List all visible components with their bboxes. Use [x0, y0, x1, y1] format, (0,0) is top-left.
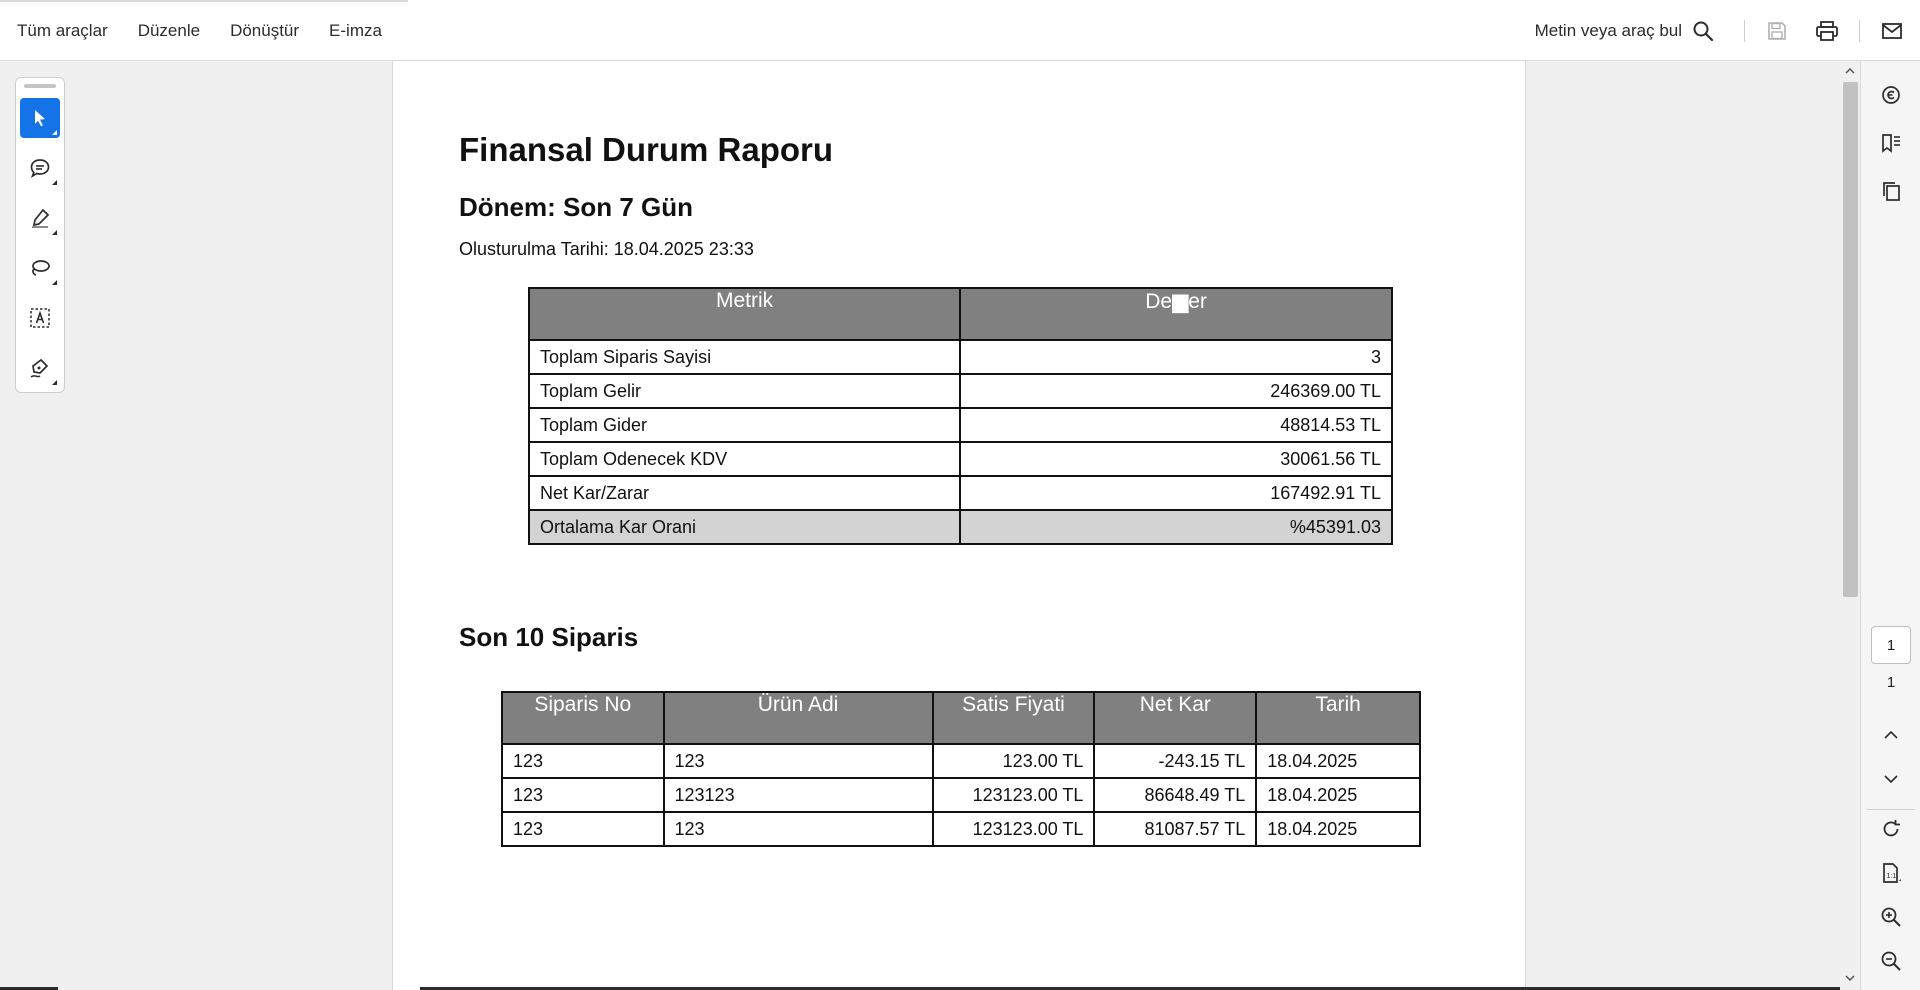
- zoom-out-icon: [1880, 950, 1902, 972]
- table-row: [529, 510, 1392, 544]
- order-no: 123: [502, 778, 664, 812]
- scroll-down-arrow[interactable]: [1843, 970, 1857, 986]
- pdf-page: [392, 61, 1526, 990]
- menu-all-tools[interactable]: Tüm araçlar: [17, 20, 108, 40]
- table-row: [529, 476, 1392, 510]
- metric-name: Toplam Odenecek KDV: [529, 442, 960, 476]
- orders-header-price: Satis Fiyati: [933, 692, 1095, 744]
- print-icon: [1815, 20, 1839, 42]
- metric-name: Toplam Gelir: [529, 374, 960, 408]
- right-rail: [1860, 61, 1920, 990]
- pages-icon: [1880, 180, 1902, 202]
- search-icon: [1692, 20, 1714, 42]
- table-row: [529, 340, 1392, 374]
- product-name: 123: [664, 812, 933, 846]
- next-page-button[interactable]: [1871, 759, 1911, 799]
- zoom-in-icon: [1880, 906, 1902, 928]
- save-button[interactable]: [1755, 9, 1799, 53]
- pages-button[interactable]: [1871, 171, 1911, 211]
- email-button[interactable]: [1870, 9, 1914, 53]
- report-title: Finansal Durum Raporu: [459, 131, 834, 168]
- comments-panel-button[interactable]: [1871, 75, 1911, 115]
- rotate-button[interactable]: [1871, 809, 1911, 849]
- rotate-icon: [1880, 818, 1902, 840]
- zoom-out-button[interactable]: [1871, 941, 1911, 981]
- menu-esign[interactable]: E-imza: [329, 20, 382, 40]
- metric-name: Toplam Gider: [529, 408, 960, 442]
- table-row: [502, 744, 1420, 778]
- chevron-up-icon: [1845, 68, 1855, 74]
- metrics-header-value: De▆er: [960, 288, 1392, 340]
- orders-table: [501, 691, 1421, 847]
- page-up-icon: [1884, 731, 1898, 739]
- mail-icon: [1881, 21, 1903, 41]
- sale-price: 123.00 TL: [933, 744, 1095, 778]
- metric-name: Net Kar/Zarar: [529, 476, 960, 510]
- fit-page-button[interactable]: [1871, 853, 1911, 893]
- toolbar-separator: [1744, 20, 1745, 42]
- svg-text:1:1: 1:1: [1886, 873, 1897, 880]
- menu-edit[interactable]: Düzenle: [137, 20, 201, 40]
- product-name: 123: [664, 744, 933, 778]
- net-profit: 81087.57 TL: [1094, 812, 1256, 846]
- metrics-table: [528, 287, 1393, 545]
- table-row: [502, 812, 1420, 846]
- orders-header-product: Ürün Adi: [664, 692, 933, 744]
- chevron-down-icon: [1845, 975, 1855, 981]
- metric-value: %45391.03: [960, 510, 1392, 544]
- print-button[interactable]: [1805, 9, 1849, 53]
- save-icon: [1766, 20, 1788, 42]
- sale-price: 123123.00 TL: [933, 812, 1095, 846]
- scrollbar-thumb[interactable]: [1843, 82, 1858, 597]
- fit-page-icon: [1880, 862, 1902, 884]
- menu-convert[interactable]: Dönüştür: [230, 20, 300, 40]
- page-total: 1: [1886, 674, 1896, 691]
- table-row: [529, 374, 1392, 408]
- document-viewport[interactable]: [0, 61, 1840, 990]
- previous-page-button[interactable]: [1871, 715, 1911, 755]
- metric-value: 246369.00 TL: [960, 374, 1392, 408]
- sale-price: 123123.00 TL: [933, 778, 1095, 812]
- zoom-in-button[interactable]: [1871, 897, 1911, 937]
- scroll-up-arrow[interactable]: [1843, 63, 1857, 79]
- orders-header-date: Tarih: [1256, 692, 1420, 744]
- bookmarks-icon: [1880, 132, 1902, 154]
- find-text-or-tool-button[interactable]: [1535, 20, 1714, 42]
- orders-header-order-no: Siparis No: [502, 692, 664, 744]
- created-date: Olusturulma Tarihi: 18.04.2025 23:33: [459, 239, 754, 259]
- comments-panel-icon: [1880, 84, 1902, 106]
- table-row: [502, 778, 1420, 812]
- main-menu: [0, 0, 397, 61]
- find-label: Metin veya araç bul: [1534, 20, 1682, 40]
- table-row: [529, 408, 1392, 442]
- toolbar-actions: [1535, 0, 1920, 61]
- order-no: 123: [502, 744, 664, 778]
- orders-header-net-profit: Net Kar: [1094, 692, 1256, 744]
- orders-heading: Son 10 Siparis: [459, 622, 639, 652]
- order-date: 18.04.2025: [1256, 812, 1420, 846]
- order-date: 18.04.2025: [1256, 744, 1420, 778]
- table-row: [529, 442, 1392, 476]
- metric-value: 3: [960, 340, 1392, 374]
- net-profit: -243.15 TL: [1094, 744, 1256, 778]
- metric-value: 167492.91 TL: [960, 476, 1392, 510]
- top-toolbar: [0, 0, 1920, 61]
- metric-value: 48814.53 TL: [960, 408, 1392, 442]
- metric-value: 30061.56 TL: [960, 442, 1392, 476]
- product-name: 123123: [664, 778, 933, 812]
- toolbar-separator: [1859, 20, 1860, 42]
- metrics-header-metric: Metrik: [529, 288, 960, 340]
- bookmarks-button[interactable]: [1871, 123, 1911, 163]
- page-down-icon: [1884, 775, 1898, 783]
- period-heading: Dönem: Son 7 Gün: [459, 192, 693, 222]
- order-date: 18.04.2025: [1256, 778, 1420, 812]
- metric-name: Ortalama Kar Orani: [529, 510, 960, 544]
- metric-name: Toplam Siparis Sayisi: [529, 340, 960, 374]
- net-profit: 86648.49 TL: [1094, 778, 1256, 812]
- order-no: 123: [502, 812, 664, 846]
- page-number-input[interactable]: 1: [1871, 626, 1911, 664]
